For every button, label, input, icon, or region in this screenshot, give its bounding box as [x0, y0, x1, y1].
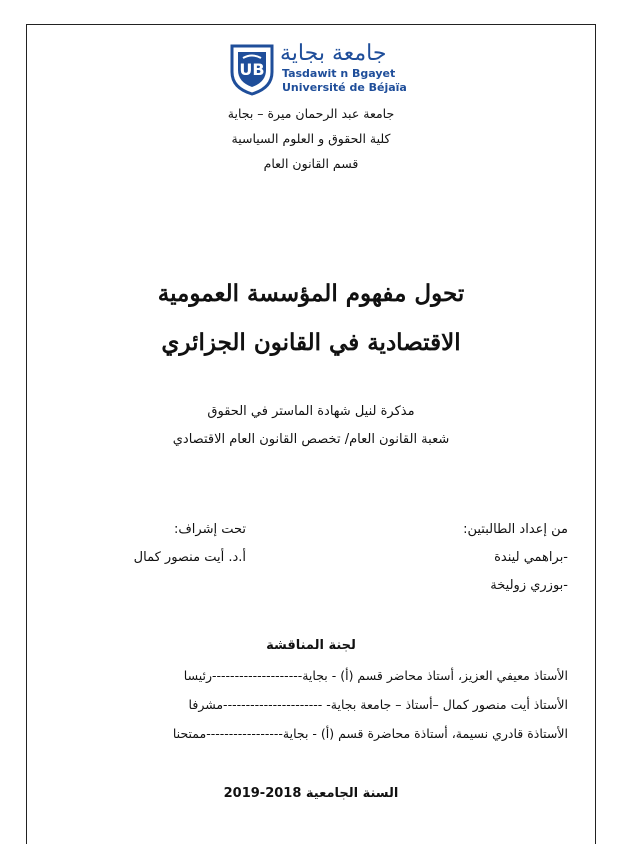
faculty-name: كلية الحقوق و العلوم السياسية: [231, 131, 391, 146]
jury-member-1: الأستاذ معيفي العزيز، أستاذ محاضر قسم (أ) - بجاية--------------------رئيسا: [183, 668, 568, 683]
logo-arabic-name: جامعة بجاية: [280, 41, 387, 66]
academic-year: السنة الجامعية 2018-2019: [223, 786, 399, 801]
university-logo: [228, 41, 407, 100]
student-name-2: -بوزري زوليخة: [490, 578, 568, 593]
jury-member-2: الأستاذ أيت منصور كمال –أستاذ – جامعة بجاية- ----------------------مشرفا: [188, 697, 568, 712]
supervisor-label: تحت إشراف:: [173, 522, 246, 537]
jury-title: لجنة المناقشة: [266, 638, 356, 653]
university-name: جامعة عبد الرحمان ميرة – بجاية: [227, 106, 395, 121]
supervisor-name: أ.د. أيت منصور كمال: [133, 550, 246, 565]
logo-french-name: Université de Béjaïa: [282, 81, 407, 94]
university-emblem-icon: [228, 42, 276, 96]
jury-member-3: الأستاذة قادري نسيمة، أستاذة محاضرة قسم (أ) - بجاية-----------------ممتحنا: [172, 726, 568, 741]
students-label: من إعداد الطالبتين:: [463, 522, 568, 537]
thesis-degree: مذكرة لنيل شهادة الماستر في الحقوق: [207, 404, 415, 419]
thesis-title-line-2: الاقتصادية في القانون الجزائري: [161, 329, 461, 356]
logo-latin-name: Tasdawit n Bgayet: [282, 67, 396, 80]
svg-text:UB: UB: [239, 60, 265, 79]
thesis-specialty: شعبة القانون العام/ تخصص القانون العام الاقتصادي: [172, 432, 450, 447]
thesis-title-line-1: تحول مفهوم المؤسسة العمومية: [157, 280, 465, 307]
student-name-1: -براهمي ليندة: [494, 550, 568, 565]
department-name: قسم القانون العام: [263, 156, 359, 171]
